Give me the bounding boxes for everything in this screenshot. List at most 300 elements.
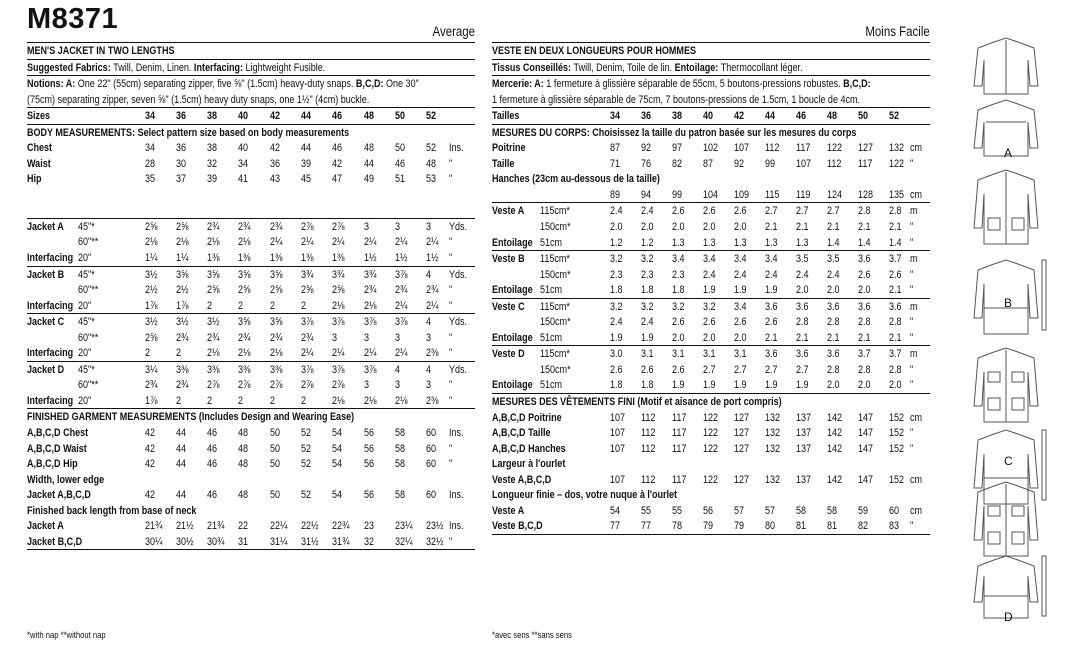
cell-value: 92	[641, 142, 652, 155]
cell-value: 44	[301, 142, 312, 155]
cell-value: 1.4	[889, 236, 902, 249]
cell-value: 2.8	[858, 316, 871, 329]
cell-value: 35	[145, 173, 156, 186]
table-row	[27, 282, 475, 298]
cell-value: 1.9	[610, 331, 623, 344]
cell-value: 147	[858, 427, 874, 440]
cell-value: 3.6	[765, 348, 778, 361]
cell-value: 3	[426, 379, 432, 392]
french-header	[492, 0, 930, 43]
fabrics-line	[27, 60, 475, 77]
unit-label: "	[449, 284, 453, 297]
cell-value: 117	[858, 157, 873, 170]
sketch-d-back	[974, 556, 1046, 618]
cell-value: 2¼	[364, 236, 377, 249]
size-header: 38	[207, 110, 218, 123]
cell-value: 112	[641, 411, 656, 424]
cell-value: 3⅝	[238, 316, 251, 329]
cell-value: 2.4	[734, 268, 747, 281]
cell-value: 2¼	[301, 236, 314, 249]
row-label: Jacket A	[27, 520, 64, 533]
cell-value: 2¾	[270, 331, 283, 344]
cell-value: 2.1	[858, 331, 871, 344]
cell-value: 147	[858, 411, 874, 424]
cell-value: 71	[610, 157, 621, 170]
sketch-label-c: C	[1004, 454, 1013, 468]
fabric-width: 115cm*	[540, 300, 570, 313]
cell-value: 39	[301, 157, 312, 170]
french-panel	[492, 0, 930, 535]
cell-value: 1⅜	[207, 252, 220, 265]
table-row	[27, 472, 475, 488]
row-label: Interfacing	[27, 299, 74, 312]
cell-value: 2½	[176, 284, 189, 297]
footnote-en: *with nap **without nap	[27, 630, 106, 640]
sizes-label: Sizes	[27, 110, 51, 123]
cell-value: 3⅜	[176, 363, 189, 376]
english-panel	[27, 0, 475, 550]
cell-value: 142	[827, 411, 843, 424]
cell-value: 38	[207, 142, 218, 155]
cell-value: 2⅝	[238, 284, 251, 297]
cell-value: 23½	[426, 520, 444, 533]
unit-label: Ins.	[449, 489, 464, 502]
cell-value: 44	[176, 458, 187, 471]
cell-value: 45	[301, 173, 312, 186]
cell-value: 42	[145, 442, 156, 455]
size-header: 34	[145, 110, 156, 123]
cell-value: 31¾	[332, 535, 350, 548]
difficulty-level-fr: Moins Facile	[865, 24, 930, 39]
cell-value: 2¼	[332, 236, 345, 249]
cell-value: 147	[858, 442, 874, 455]
cell-value: 44	[364, 157, 375, 170]
cell-value: 31	[238, 535, 249, 548]
cell-value: 142	[827, 473, 843, 486]
size-header: 44	[765, 110, 776, 123]
table-row	[492, 156, 930, 172]
unit-label: Yds.	[449, 268, 468, 281]
table-row	[27, 234, 475, 250]
unit-label: "	[910, 221, 914, 234]
cell-value: 122	[889, 157, 905, 170]
fabric-width: 115cm*	[540, 205, 570, 218]
cell-value: 109	[734, 188, 750, 201]
cell-value: 46	[395, 157, 406, 170]
cell-value: 3⅝	[270, 316, 283, 329]
cell-value: 3.4	[765, 253, 778, 266]
table-row	[27, 393, 475, 409]
row-label: Jacket B	[27, 268, 65, 281]
table-row	[27, 345, 475, 362]
cell-value: 3½	[145, 316, 158, 329]
fabric-width: 51cm	[540, 379, 563, 392]
sketch-c-front	[974, 348, 1038, 422]
table-row	[492, 140, 930, 156]
cell-value: 22¼	[270, 520, 288, 533]
cell-value: 2¾	[207, 220, 220, 233]
cell-value: 2.0	[827, 284, 840, 297]
unit-label: "	[910, 379, 914, 392]
cell-value: 117	[672, 427, 687, 440]
cell-value: 54	[332, 489, 343, 502]
notions-line	[27, 76, 475, 92]
cell-value: 3⅝	[270, 268, 283, 281]
cell-value: 83	[889, 520, 900, 533]
cell-value: 32½	[426, 535, 444, 548]
cell-value: 2⅜	[426, 347, 439, 360]
cell-value: 2	[301, 299, 307, 312]
cell-value: 2.7	[703, 363, 716, 376]
cell-value: 2⅞	[301, 220, 314, 233]
cell-value: 89	[610, 188, 621, 201]
cell-value: 1.9	[703, 379, 716, 392]
row-label: A,B,C,D Hanches	[492, 442, 566, 455]
cell-value: 2⅛	[207, 347, 220, 360]
cell-value: 2⅝	[145, 331, 158, 344]
table-row	[492, 314, 930, 330]
unit-label: Ins.	[449, 142, 464, 155]
cell-value: 2⅛	[145, 236, 158, 249]
cell-value: 57	[765, 504, 776, 517]
cell-value: 2.3	[641, 268, 654, 281]
cell-value: 55	[641, 504, 652, 517]
size-header: 46	[332, 110, 343, 123]
cell-value: 3¾	[364, 268, 377, 281]
cell-value: 1¼	[176, 252, 189, 265]
cell-value: 50	[270, 458, 281, 471]
cell-value: 1.4	[827, 236, 840, 249]
row-label: Veste A	[492, 504, 525, 517]
cell-value: 1.3	[765, 236, 778, 249]
hip-values-row	[492, 187, 930, 204]
cell-value: 3.2	[703, 300, 716, 313]
cell-value: 97	[672, 142, 683, 155]
cell-value: 41	[238, 173, 249, 186]
cell-value: 2.6	[734, 316, 747, 329]
fabric-width: 45"*	[78, 363, 95, 376]
cell-value: 112	[641, 473, 656, 486]
row-label: Entoilage	[492, 331, 533, 344]
cell-value: 107	[610, 427, 626, 440]
cell-value: 3⅝	[238, 268, 251, 281]
cell-value: 2⅝	[176, 220, 189, 233]
cell-value: 2¼	[426, 236, 439, 249]
cell-value: 2.4	[610, 205, 623, 218]
fabric-width: 20"	[78, 299, 92, 312]
row-label: A,B,C,D Taille	[492, 427, 551, 440]
cell-value: 127	[734, 427, 750, 440]
row-label: Hip	[27, 173, 42, 186]
unit-label: Ins.	[449, 520, 464, 533]
cell-value: 127	[734, 473, 750, 486]
cell-value: 2.0	[703, 331, 716, 344]
unit-label: "	[449, 299, 453, 312]
cell-value: 56	[703, 504, 714, 517]
cell-value: 49	[364, 173, 375, 186]
sizes-row	[492, 108, 930, 125]
cell-value: 42	[145, 489, 156, 502]
cell-value: 2¾	[395, 284, 408, 297]
cell-value: 3.2	[610, 253, 623, 266]
cell-value: 82	[672, 157, 683, 170]
cell-value: 2.8	[858, 205, 871, 218]
unit-label: "	[910, 363, 914, 376]
cell-value: 2⅛	[270, 347, 283, 360]
cell-value: 1.9	[703, 284, 716, 297]
cell-value: 1⅞	[145, 394, 158, 407]
cell-value: 50	[270, 489, 281, 502]
body-heading	[27, 125, 475, 141]
cell-value: 147	[858, 473, 874, 486]
cell-value: 46	[207, 489, 218, 502]
finished-heading	[492, 393, 930, 410]
finished-heading-text: MESURES DES VÊTEMENTS FINI (Motif et aisance de port compris)	[492, 396, 782, 409]
cell-value: 3.5	[796, 253, 809, 266]
unit-label: cm	[910, 411, 923, 424]
cell-value: 2⅛	[395, 394, 408, 407]
notions-line-1: Notions: A: One 22" (55cm) separating zipper, five ⅝" (1.5cm) heavy-duty snaps. B,C,D: One 30"	[27, 78, 419, 91]
unit-label: "	[449, 157, 453, 170]
table-row	[27, 156, 475, 172]
cell-value: 3	[426, 220, 432, 233]
cell-value: 44	[176, 442, 187, 455]
cell-value: 152	[889, 411, 905, 424]
cell-value: 55	[672, 504, 683, 517]
cell-value: 3.6	[858, 253, 871, 266]
cell-value: 2	[270, 299, 276, 312]
cell-value: 2.0	[641, 221, 654, 234]
section-title-text: MEN'S JACKET IN TWO LENGTHS	[27, 45, 175, 57]
cell-value: 50	[395, 142, 406, 155]
cell-value: 36	[176, 142, 187, 155]
cell-value: 2⅝	[301, 284, 314, 297]
cell-value: 2⅝	[332, 284, 345, 297]
cell-value: 122	[703, 427, 719, 440]
cell-value: 3	[395, 379, 401, 392]
cell-value: 2.4	[796, 268, 809, 281]
cell-value: 46	[332, 142, 343, 155]
cell-value: 1.9	[734, 284, 747, 297]
cell-value: 3.4	[734, 253, 747, 266]
table-row	[27, 250, 475, 267]
unit-label: "	[449, 236, 453, 249]
cell-value: 2.4	[641, 316, 654, 329]
unit-label: "	[910, 316, 914, 329]
row-label: A,B,C,D Poitrine	[492, 411, 562, 424]
unit-label: "	[910, 157, 914, 170]
cell-value: 3.7	[858, 348, 871, 361]
spacer-row	[27, 187, 475, 219]
cell-value: 2⅞	[301, 379, 314, 392]
cell-value: 28	[145, 157, 156, 170]
cell-value: 104	[703, 188, 719, 201]
cell-value: 48	[364, 142, 375, 155]
cell-value: 2.6	[703, 316, 716, 329]
cell-value: 37	[176, 173, 187, 186]
cell-value: 77	[641, 520, 652, 533]
cell-value: 2⅛	[207, 236, 220, 249]
cell-value: 47	[332, 173, 343, 186]
unit-label: m	[910, 348, 918, 361]
row-label: Jacket A	[27, 220, 64, 233]
cell-value: 52	[301, 489, 312, 502]
cell-value: 52	[301, 427, 312, 440]
section-title-text: VESTE EN DEUX LONGUEURS POUR HOMMES	[492, 45, 696, 57]
unit-label: "	[910, 268, 914, 281]
unit-label: "	[910, 284, 914, 297]
pattern-code: M8371	[27, 3, 119, 35]
cell-value: 2½	[145, 284, 158, 297]
table-row	[492, 267, 930, 283]
cell-value: 2¼	[332, 347, 345, 360]
unit-label: cm	[910, 142, 923, 155]
cell-value: 2¼	[395, 299, 408, 312]
cell-value: 137	[796, 411, 812, 424]
cell-value: 3.6	[765, 300, 778, 313]
cell-value: 1.3	[703, 236, 716, 249]
cell-value: 132	[765, 473, 781, 486]
cell-value: 3	[426, 331, 432, 344]
cell-value: 2¾	[176, 379, 189, 392]
cell-value: 2.8	[827, 363, 840, 376]
row-label: Entoilage	[492, 236, 533, 249]
cell-value: 1.4	[858, 236, 871, 249]
table-row	[492, 518, 930, 535]
cell-value: 2¼	[395, 236, 408, 249]
cell-value: 132	[765, 411, 781, 424]
cell-value: 1⅞	[176, 299, 189, 312]
cell-value: 152	[889, 473, 905, 486]
cell-value: 58	[395, 458, 406, 471]
cell-value: 3⅞	[332, 316, 345, 329]
row-label: Jacket C	[27, 316, 65, 329]
cell-value: 92	[734, 157, 745, 170]
row-label: Poitrine	[492, 142, 526, 155]
unit-label: Yds.	[449, 316, 468, 329]
fabric-width: 45"*	[78, 220, 95, 233]
cell-value: 117	[672, 442, 687, 455]
table-row	[492, 377, 930, 393]
cell-value: 4	[395, 363, 401, 376]
cell-value: 2⅞	[207, 379, 220, 392]
unit-label: "	[910, 442, 914, 455]
cell-value: 124	[827, 188, 843, 201]
unit-label: "	[449, 379, 453, 392]
cell-value: 48	[238, 489, 249, 502]
row-label: Interfacing	[27, 347, 74, 360]
cell-value: 2¾	[364, 284, 377, 297]
cell-value: 1.9	[765, 379, 778, 392]
cell-value: 56	[364, 427, 375, 440]
size-header: 34	[610, 110, 621, 123]
size-header: 40	[238, 110, 249, 123]
row-label: Waist	[27, 157, 51, 170]
cell-value: 3.1	[672, 348, 685, 361]
cell-value: 99	[672, 188, 683, 201]
row-label: Finished back length from base of neck	[27, 504, 197, 517]
row-label: Interfacing	[27, 252, 74, 265]
cell-value: 2.4	[765, 268, 778, 281]
cell-value: 2.1	[827, 221, 840, 234]
cell-value: 31½	[301, 535, 319, 548]
table-row	[492, 282, 930, 299]
cell-value: 1.9	[765, 284, 778, 297]
cell-value: 2.4	[641, 205, 654, 218]
cell-value: 42	[332, 157, 343, 170]
cell-value: 127	[734, 411, 750, 424]
row-label: Veste A,B,C,D	[492, 473, 552, 486]
table-row	[27, 534, 475, 551]
cell-value: 122	[703, 442, 719, 455]
cell-value: 2.1	[765, 221, 778, 234]
cell-value: 30	[176, 157, 187, 170]
cell-value: 117	[672, 411, 687, 424]
cell-value: 127	[858, 142, 874, 155]
unit-label: "	[910, 427, 914, 440]
row-label: Longueur finie – dos, votre nuque à l'ourlet	[492, 489, 678, 502]
fabric-width: 115cm*	[540, 348, 570, 361]
cell-value: 3	[332, 331, 338, 344]
table-row	[27, 377, 475, 393]
cell-value: 2⅝	[145, 220, 158, 233]
sizes-row	[27, 108, 475, 125]
unit-label: Yds.	[449, 363, 468, 376]
cell-value: 81	[796, 520, 807, 533]
cell-value: 2.1	[796, 221, 809, 234]
cell-value: 2.6	[610, 363, 623, 376]
cell-value: 23	[364, 520, 375, 533]
table-row	[492, 299, 930, 315]
cell-value: 2¼	[270, 236, 283, 249]
size-header: 52	[889, 110, 900, 123]
cell-value: 32	[364, 535, 375, 548]
table-row	[492, 456, 930, 472]
cell-value: 2⅝	[207, 284, 220, 297]
cell-value: 112	[765, 142, 780, 155]
cell-value: 3.7	[889, 253, 902, 266]
cell-value: 1⅜	[238, 252, 251, 265]
cell-value: 2¾	[301, 331, 314, 344]
cell-value: 1.3	[672, 236, 685, 249]
size-header: 42	[270, 110, 281, 123]
cell-value: 2	[238, 394, 244, 407]
table-row	[27, 171, 475, 187]
footnote-fr: *avec sens **sans sens	[492, 630, 572, 640]
cell-value: 31¼	[270, 535, 288, 548]
table-row	[492, 219, 930, 235]
sketch-label-d: D	[1004, 610, 1013, 624]
cell-value: 4	[426, 363, 432, 376]
size-header: 44	[301, 110, 312, 123]
cell-value: 2.7	[734, 363, 747, 376]
cell-value: 2.0	[796, 284, 809, 297]
fabric-width: 150cm*	[540, 268, 571, 281]
cell-value: 2.7	[765, 363, 778, 376]
cell-value: 60	[426, 489, 437, 502]
row-label: Jacket B,C,D	[27, 535, 83, 548]
cell-value: 58	[796, 504, 807, 517]
cell-value: 2.1	[889, 221, 902, 234]
fabric-width: 115cm*	[540, 253, 570, 266]
cell-value: 1½	[395, 252, 408, 265]
fabric-width: 150cm*	[540, 316, 571, 329]
cell-value: 3.0	[610, 348, 623, 361]
cell-value: 102	[703, 142, 719, 155]
cell-value: 2⅞	[270, 379, 283, 392]
cell-value: 1.9	[734, 379, 747, 392]
table-row	[492, 441, 930, 457]
